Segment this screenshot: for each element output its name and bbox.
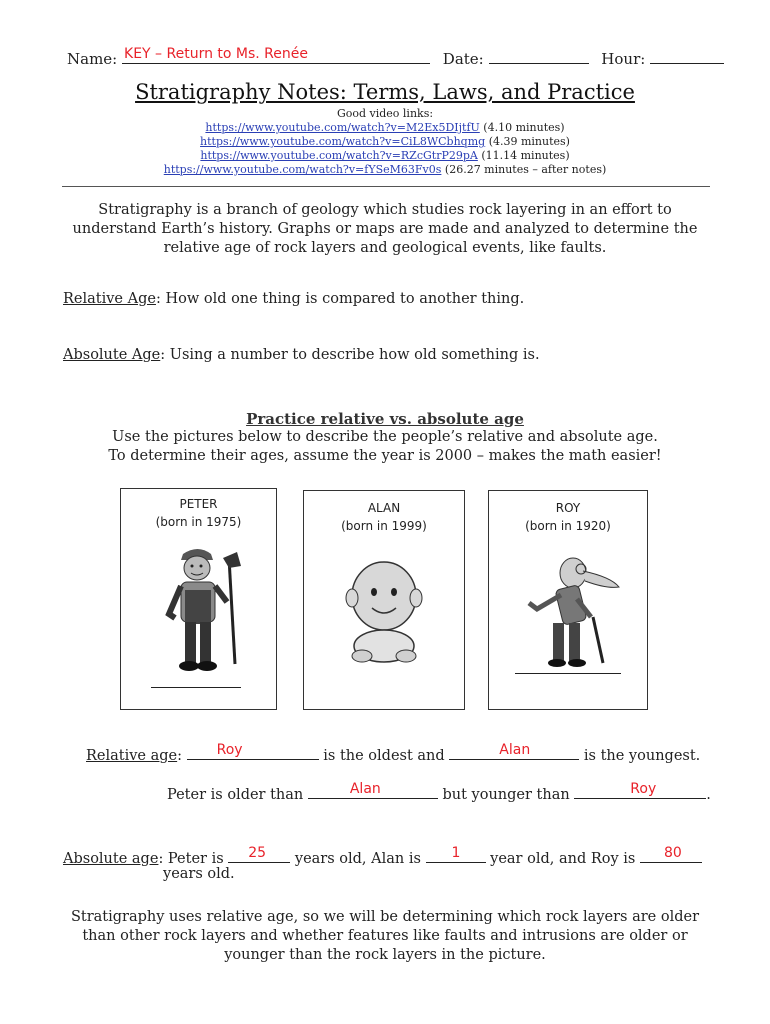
- person-born: (born in 1975): [155, 515, 242, 529]
- closing-line: Stratigraphy uses relative age, so we will be determining which rock layers are older: [70, 909, 700, 925]
- header-row: [67, 47, 724, 68]
- date-label: Date:: [442, 50, 484, 68]
- practice-heading: Practice relative vs. absolute age: [246, 410, 524, 428]
- video-link-row: [0, 149, 770, 162]
- year-old-roy-text: year old, and Roy is: [490, 851, 636, 867]
- page-title: Stratigraphy Notes: Terms, Laws, and Practice: [135, 80, 635, 104]
- ground-line: [151, 687, 241, 688]
- colon: :: [177, 748, 183, 764]
- relative-age-label: Relative age: [86, 748, 178, 764]
- hour-field[interactable]: [650, 47, 724, 64]
- absolute-age-text: : Using a number to describe how old something is.: [160, 347, 540, 363]
- video-link[interactable]: https://www.youtube.com/watch?v=M2Ex5DIjtfU: [205, 121, 480, 134]
- older-than-blank[interactable]: [308, 783, 438, 799]
- years-old-alan-text: years old, Alan is: [294, 851, 421, 867]
- video-duration: (11.14 minutes): [481, 149, 570, 162]
- video-duration: (26.27 minutes – after notes): [444, 163, 607, 176]
- baby-illustration: [334, 556, 434, 666]
- years-old-text: years old.: [163, 866, 235, 882]
- name-field[interactable]: [122, 47, 430, 64]
- absolute-age-definition: [63, 347, 540, 363]
- relative-age-term: Relative Age: [63, 291, 156, 307]
- farmer-illustration: [143, 544, 253, 684]
- is-youngest-text: is the youngest.: [583, 748, 701, 764]
- hour-label: Hour:: [601, 50, 646, 68]
- intro-line: relative age of rock layers and geological events, like faults.: [163, 240, 607, 256]
- comparison-question-row: [167, 783, 711, 803]
- person-name: ALAN: [367, 501, 401, 515]
- alan-age-answer: 1: [451, 845, 461, 861]
- absolute-age-label: Absolute age: [63, 851, 159, 867]
- closing-line: younger than the rock layers in the picture.: [224, 947, 546, 963]
- video-link[interactable]: https://www.youtube.com/watch?v=RZcGtrP29pA: [200, 149, 478, 162]
- youngest-blank[interactable]: [449, 744, 579, 760]
- old-man-illustration: [511, 551, 631, 671]
- oldest-answer: Roy: [216, 742, 243, 758]
- video-link-row: [0, 121, 770, 134]
- peter-age-answer: 25: [248, 845, 267, 861]
- date-field[interactable]: [489, 47, 589, 64]
- period: .: [706, 787, 711, 803]
- youngest-answer: Alan: [499, 742, 531, 758]
- peter-age-blank[interactable]: [228, 847, 290, 863]
- intro-line: Stratigraphy is a branch of geology which studies rock layering in an effort to: [98, 202, 672, 218]
- name-label: Name:: [67, 50, 118, 68]
- relative-age-text: : How old one thing is compared to another thing.: [155, 291, 525, 307]
- alan-card: [303, 490, 465, 710]
- older-than-answer: Alan: [349, 781, 381, 797]
- closing-line: than other rock layers and whether features like faults and intrusions are older or: [82, 928, 688, 944]
- but-younger-text: but younger than: [442, 787, 570, 803]
- video-duration: (4.10 minutes): [483, 121, 565, 134]
- alan-age-blank[interactable]: [426, 847, 486, 863]
- video-link[interactable]: https://www.youtube.com/watch?v=CiL8WCbhqmg: [200, 135, 486, 148]
- video-link[interactable]: https://www.youtube.com/watch?v=fYSeM63Fv0s: [163, 163, 442, 176]
- roy-age-answer: 80: [663, 845, 682, 861]
- relative-question-row: [86, 744, 700, 764]
- video-link-row: [0, 163, 770, 176]
- peter-older-text: Peter is older than: [167, 787, 304, 803]
- video-heading: Good video links:: [336, 107, 434, 120]
- younger-than-blank[interactable]: [574, 783, 706, 799]
- ground-line: [515, 673, 621, 674]
- person-name: PETER: [179, 497, 218, 511]
- relative-age-definition: [63, 291, 524, 307]
- person-name: ROY: [555, 501, 581, 515]
- video-link-row: [0, 135, 770, 148]
- absolute-age-term: Absolute Age: [63, 347, 161, 363]
- video-duration: (4.39 minutes): [488, 135, 570, 148]
- roy-card: [488, 490, 648, 710]
- intro-line: understand Earth’s history. Graphs or maps are made and analyzed to determine the: [72, 221, 698, 237]
- oldest-blank[interactable]: [187, 744, 319, 760]
- person-born: (born in 1920): [525, 519, 611, 533]
- absolute-question-row: [63, 847, 702, 867]
- practice-instruction: To determine their ages, assume the year is 2000 – makes the math easier!: [108, 448, 662, 464]
- peter-is-text: : Peter is: [158, 851, 224, 867]
- peter-card: [120, 488, 277, 710]
- roy-age-blank[interactable]: [640, 847, 702, 863]
- practice-instruction: Use the pictures below to describe the people’s relative and absolute age.: [112, 429, 658, 445]
- is-oldest-text: is the oldest and: [323, 748, 445, 764]
- divider: [62, 186, 710, 187]
- person-born: (born in 1999): [341, 519, 427, 533]
- name-answer: KEY – Return to Ms. Renée: [124, 46, 308, 62]
- younger-than-answer: Roy: [630, 781, 657, 797]
